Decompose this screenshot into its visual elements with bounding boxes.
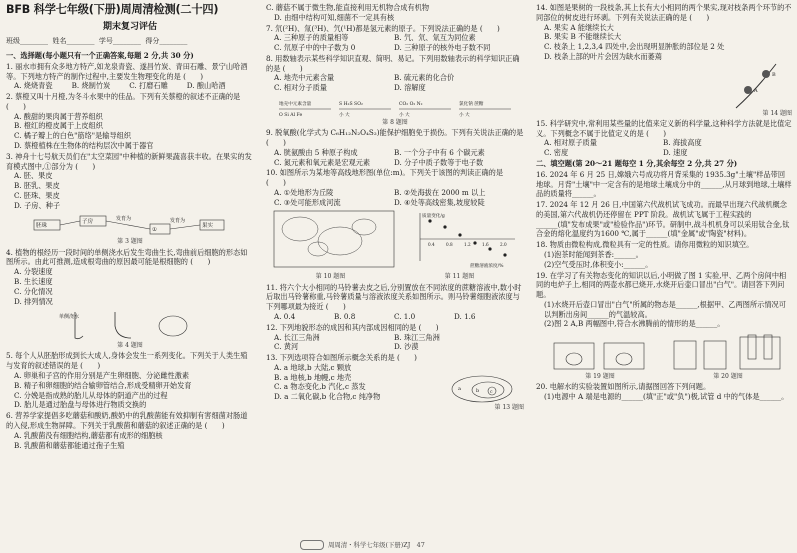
answer-option: D. a 二氧化碳,b 化合物,c 纯净物 (274, 392, 381, 402)
answer-option: A. 三种原子的质量相等 (274, 33, 349, 43)
figure-label: 小 大 (399, 113, 410, 119)
figure-caption: 第 4 题图 (117, 342, 143, 350)
answer-option: C. a 物态变化,b 汽化,c 蒸发 (274, 382, 366, 392)
root-cell-figure (55, 308, 205, 342)
answer-option: A. 地壳中元素含量 (274, 73, 335, 83)
question-list-left (6, 62, 254, 451)
answer-option: A. 酸甜的果肉属于营养组织 (14, 111, 103, 121)
page-title: BFB 科学七年级(下册)周周清检测(二十四) (6, 3, 219, 16)
answer-option: A. 果实 A 能继续长大 (544, 22, 614, 32)
answer-option: (1)泡茶时能闻到茶香:______。 (544, 250, 643, 259)
answer-option: A. 0.4 (274, 311, 296, 321)
answer-option: A. 分裂速度 (14, 267, 53, 277)
answer-option: (2)空气受压时,体积变小:______。 (544, 259, 653, 269)
answer-option: C. 氮元素和氧元素是宏观元素 (274, 157, 371, 167)
figure-label: 小 大 (339, 113, 350, 119)
figure-label: CO₂ O₂ N₂ (399, 102, 423, 108)
answer-option: C. 橘子瓣上的白色"筋络"是输导组织 (14, 131, 132, 141)
answer-option: (1)电源中 A 端是电源的______(填"正"或"负")极,试管 d 中的气体是______。 (544, 392, 789, 402)
figure-label: 2.0 (500, 242, 507, 248)
answer-option: B. 乳酸菌和蘑菇都能通过孢子生殖 (14, 440, 125, 450)
number-line-figure (275, 95, 515, 119)
branch-figure (726, 60, 786, 110)
question-item (266, 128, 524, 167)
figure-label: 胚珠 (36, 223, 48, 230)
answer-option: A. 烧烧青瓷 (14, 81, 53, 91)
answer-option: C. ③处可能形成河流 (274, 197, 341, 207)
figure-caption: 第 3 题图 (117, 238, 143, 246)
contour-and-scatter (270, 209, 520, 271)
answer-option: C. 氘原子中的中子数为 0 (274, 43, 356, 53)
column-left (6, 2, 254, 450)
answer-options (536, 250, 792, 270)
answer-option: D. 溶解度 (394, 83, 426, 93)
answer-option: B. a 地核,b 地幔,c 地壳 (274, 372, 352, 382)
answer-option: B. 0.8 (334, 311, 356, 321)
answer-option: D. 三种原子的核外电子数不同 (394, 43, 491, 53)
answer-options (266, 188, 524, 208)
boiling-experiment-figure (544, 331, 784, 371)
question-stem: 10. 如图所示为某地等高线地形图(单位:m)。下列关于该图的判读正确的是 ( ) (266, 168, 504, 188)
answer-option: B. 海拔高度 (663, 138, 702, 148)
figure-label: ① (152, 227, 157, 234)
publisher-logo-icon (300, 540, 324, 550)
answer-options (6, 431, 254, 451)
figure-block (536, 331, 792, 381)
answer-options (266, 13, 524, 23)
answer-option: A. a 地球,b 大陆,c 颗放 (274, 362, 352, 372)
data-point (458, 234, 461, 237)
figure-label: 1.6 (482, 242, 489, 248)
answer-option: C. 枝条上 1,2,3,4 四处中,会出现明显肿胀的部位是 2 处 (544, 42, 725, 52)
question-item (536, 200, 792, 239)
figure-caption: 第 19 题图 (585, 373, 615, 381)
answer-options (266, 312, 524, 322)
section-choice-heading: 一、选择题(每小题只有一个正确答案,每题 2 分,共 30 分) (6, 50, 194, 60)
answer-options (6, 112, 254, 151)
figure-block (6, 308, 254, 350)
figure-label: 氯化钠 蔗糖 (459, 102, 484, 108)
question-list-middle (266, 3, 524, 412)
figure-label: 小 大 (459, 113, 470, 119)
question-item (536, 3, 792, 62)
question-item (536, 240, 792, 269)
question-stem: 9. 脱氧酸(化学式为 C₆H₁₂N₂O₄S₂)能保护细胞免于损伤。下列有关说法正确的是 ( ) (266, 128, 524, 147)
answer-option: A. 相对原子质量 (544, 138, 597, 148)
column-middle (266, 2, 524, 412)
question-stem: 16. 2024 年 6 月 25 日,嫦娥六号成功将月背采集的 1935.3g"土壤"样品带回地球。月背"土壤"中一定含有的是地球土壤成分中的______,从月球到地球,土壤样品的质量将______。 (536, 169, 792, 199)
figure-block (6, 212, 254, 246)
answer-option: D. 速度 (663, 148, 688, 158)
answer-option: B. 果实 B 不能继续长大 (544, 32, 622, 42)
question-stem: 14. 如图是果树的一段枝条,其上长有大小相同的两个果实,现对枝条两个环节的不同部位的树皮进行环剥。下列有关说法正确的是 ( ) (536, 3, 792, 22)
question-item (6, 351, 254, 410)
answer-option: D. 蔡橙植株在生物体的结构层次中属于器官 (14, 141, 154, 151)
answer-options (6, 171, 254, 210)
question-item (536, 382, 792, 402)
figure-label: 发育为 (170, 218, 186, 225)
answer-option: A. ①处地形为丘陵 (274, 187, 334, 197)
figure-caption: 第 8 题图 (382, 119, 408, 127)
answer-options (266, 33, 524, 53)
column-right (536, 2, 792, 402)
answer-option: C. 打磨石雕 (129, 81, 168, 91)
footer-text: 周周清・科学七年级(下册)ZJ 47 (328, 541, 425, 549)
answer-options (6, 81, 254, 91)
answer-option: D. 排列情况 (14, 296, 53, 306)
question-stem: 13. 下列选项符合如图所示概念关系的是 ( ) (266, 353, 417, 363)
answer-option: C. 胚珠、果皮 (14, 190, 60, 200)
data-point (428, 220, 431, 223)
answer-option: C. 黄河 (274, 342, 299, 352)
question-list-right (536, 3, 792, 402)
question-stem: 18. 物质由微粒构成,微粒具有一定的性质。请你用微粒的知识填空。 (536, 240, 754, 250)
answer-option: B. 硫元素的化合价 (394, 73, 455, 83)
answer-option: B. 橙红的橙皮属于上皮组织 (14, 121, 103, 131)
question-stem: 19. 在学习了有关物态变化的知识以后,小明做了图 1 实验,甲、乙两个房间中相同的电炉子上,相同的两壶水都已烧开,水烧开后壶口冒出"白气"。请回答下列问题。 (536, 270, 787, 300)
answer-options (6, 267, 254, 306)
figure-label: 发育为 (116, 216, 132, 223)
figure-label: 地壳中元素含量 (279, 102, 312, 108)
question-item (266, 24, 524, 53)
answer-option: B. 精子和卵细胞的结合输卵管结合,形成受精卵开始发育 (14, 380, 192, 390)
question-stem: 12. 下列地貌形态的成因和其内部成因相同的是 ( ) (266, 322, 439, 332)
answer-option: C. 1.0 (394, 311, 416, 321)
question-item (266, 3, 524, 23)
figure-label: 0.8 (446, 242, 453, 248)
answer-option: C. 分娩是指成熟的胎儿从母体的阴道产出的过程 (14, 390, 168, 400)
answer-option: C. 相对分子质量 (274, 83, 327, 93)
answer-option: (1)水烧开后壶口冒出"白气"所属的物态是______,根据甲、乙两图所示情况可以判断出房间______的气温较高。 (544, 299, 786, 319)
question-stem: C. 蘑菇不属于微生物,能直接利用无机物合成有机物 (266, 3, 430, 12)
figure-caption: 第 11 题图 (444, 273, 475, 281)
question-item (536, 119, 792, 158)
question-item (6, 92, 254, 151)
answer-option: D. 子房、种子 (14, 200, 61, 210)
question-item (536, 170, 792, 199)
figure-block (266, 209, 524, 281)
question-item (6, 248, 254, 307)
question-stem: 7. 氘(²H)、氚(³H)、氕(¹H)都是氢元素的原子。下列说法正确的是 ( ) (266, 23, 500, 33)
question-stem: 6. 营养学家提倡多吃蘑菇和酸奶,酸奶中的乳酸菌能有效抑制有害细菌对肠道的入侵,形成生物屏障。下列关于乳酸菌和蘑菇的叙述正确的是 ( ) (6, 411, 248, 430)
figure-label: O Si Al Fe (279, 113, 303, 119)
answer-options (536, 300, 792, 329)
answer-option: D. 枝条上部的叶片会因为缺水而萎蔫 (544, 51, 662, 61)
figure-label: b (476, 387, 480, 394)
question-item (6, 152, 254, 211)
answer-option: D. 1.6 (454, 311, 476, 321)
answer-options (6, 371, 254, 410)
figure-caption: 第 13 题图 (494, 403, 524, 411)
figure-label: 蔗糖溶液浓度/% (470, 264, 504, 270)
answer-option: D. 由细中结构可知,细菌不一定具有核 (274, 12, 395, 22)
venn-figure (446, 374, 516, 404)
answer-options (266, 73, 524, 93)
figure-label: 0.4 (428, 242, 435, 248)
question-stem: 17. 2024 年 12 月 26 日,中国第六代战机试飞成功。而最早出现六代战机概念的美国,第六代战机仍还停留在 PPT 阶段。战机试飞属于工程实践的______(填"发布成果"或"检验作品")环节。研制中,战斗机机身可以采用钛合金,钛合金的熔化温度约为1600 ℃,属于______(填"金属"或"陶瓷"材料)。 (536, 200, 790, 239)
question-item (266, 168, 524, 207)
answer-option: B. 烧制竹炭 (71, 81, 111, 91)
answer-options (536, 23, 792, 62)
answer-option: C. 密度 (544, 148, 569, 158)
answer-option: D. 沙漠 (394, 342, 419, 352)
answer-option: A. 胚、果皮 (14, 171, 53, 181)
figure-label: 1.2 (464, 242, 471, 248)
answer-option: B. 一个分子中有 6 个碳元素 (394, 147, 485, 157)
answer-option: B. 氕、氘、氚互为同位素 (394, 33, 476, 43)
student-info-line: 班级________ 姓名________ 学号________ 得分________ (6, 37, 188, 46)
answer-option: D. 酿山哈酒 (186, 81, 226, 91)
flow-diagram (30, 212, 230, 238)
answer-option: D. ④处等高线密集,坡度较陡 (394, 197, 485, 207)
question-item (6, 411, 254, 450)
page-subtitle: 期末复习评估 (102, 22, 157, 33)
question-item (6, 62, 254, 91)
answer-option: C. 分化情况 (14, 286, 53, 296)
data-point (503, 254, 506, 257)
figure-label: B (772, 71, 776, 78)
answer-option: A. 乳酸菌没有细胞结构,蘑菇都有成形的细胞核 (14, 430, 163, 440)
answer-option: A. 长江三角洲 (274, 332, 320, 342)
figure-block (266, 95, 524, 127)
answer-option: B. ②处海拔在 2000 m 以上 (394, 187, 486, 197)
question-item (266, 323, 524, 352)
question-stem: 5. 每个人从胚胎形成到长大成人,身体会发生一系列变化。下列关于人类生殖与发育的叙述错误的是 ( ) (6, 351, 248, 371)
figure-label: a (458, 385, 461, 392)
question-item (266, 54, 524, 93)
page-footer (300, 540, 425, 550)
answer-option: B. 生长速度 (14, 276, 53, 286)
answer-options (266, 148, 524, 168)
data-point (443, 226, 446, 229)
answer-option: D. 胎儿是通过胎盘与母体进行物质交换的 (14, 400, 147, 410)
answer-options (536, 392, 792, 402)
section-fill-heading: 二、填空题(第 20～21 题每空 1 分,其余每空 2 分,共 27 分) (536, 158, 738, 168)
question-stem: 1. 丽水市拥有众多地方特产,如龙泉青瓷、遂昌竹炭、青田石雕、景宁山哈酒等。下列地方特产的制作过程中,主要发生物理变化的是 ( ) (6, 61, 248, 81)
question-stem: 15. 科学研究中,常利用某些量的比值来定义新的科学量,这种科学方法就是比值定义。下列概念不属于比值定义的是 ( ) (536, 118, 792, 138)
question-stem: 8. 用数轴表示某些科学知识直观、简明、易记。下列用数轴表示的科学知识正确的是 ( ) (266, 53, 520, 73)
figure-label: A (754, 87, 758, 94)
data-point (473, 242, 476, 245)
figure-caption: 第 10 题图 (315, 273, 346, 281)
figure-label: c (490, 389, 493, 395)
data-point (488, 248, 491, 251)
figure-block (536, 60, 792, 118)
figure-label: S H₂S SO₂ (339, 102, 363, 108)
question-item (266, 283, 524, 322)
question-stem: 11. 将六个大小相同的马铃薯去皮之后,分别置放在不同浓度的蔗糖溶液中,数小时后取出马铃薯称重,马铃薯质量与溶液浓度关系如图所示。则马铃薯细胞液浓度与下列哪项最为接近 ( ) (266, 282, 522, 312)
answer-option: A. 卵巢和子宫的作用分别是产生卵细胞、分泌雌性激素 (14, 371, 190, 381)
figure-caption: 第 14 题图 (762, 109, 792, 117)
answer-option: B. 胚乳、果皮 (14, 181, 60, 191)
question-stem: 3. 神舟十七号航天员们在"太空菜园"中种植的新鲜果蔬喜获丰收。在果实的发育模式图中,①部分为 ( ) (6, 151, 252, 171)
figure-label: 果实 (202, 223, 214, 230)
answer-options (266, 333, 524, 353)
answer-option: B. 珠江三角洲 (394, 332, 440, 342)
question-stem: 4. 植物的根经历一段时间的单侧浇水后发生弯曲生长,弯曲前后细胞的形态如图所示。由此可推测,造成根弯曲的原因最可能是根细胞的 ( ) (6, 247, 248, 267)
question-stem: 2. 蔡橙又叫十月橙,为冬斗水果中的佳品。下列有关蔡橙的叙述不正确的是 ( ) (6, 92, 241, 111)
answer-option: A. 胱氨酸由 5 种原子构成 (274, 147, 358, 157)
answer-option: (2)图 2 A,B 两幅图中,符合水沸腾前的情形的是______。 (544, 319, 725, 329)
answer-options (536, 138, 792, 158)
figure-label: 子房 (82, 219, 94, 226)
figure-label: 单侧浇水 (59, 314, 80, 321)
answer-option: D. 分子中质子数等于电子数 (394, 157, 484, 167)
question-stem: 20. 电解水的实验装置如图所示,请据图回答下列问题。 (536, 382, 711, 392)
figure-caption: 第 20 题图 (713, 373, 743, 381)
figure-label: 质量变化/g (422, 214, 445, 220)
question-item (536, 271, 792, 330)
